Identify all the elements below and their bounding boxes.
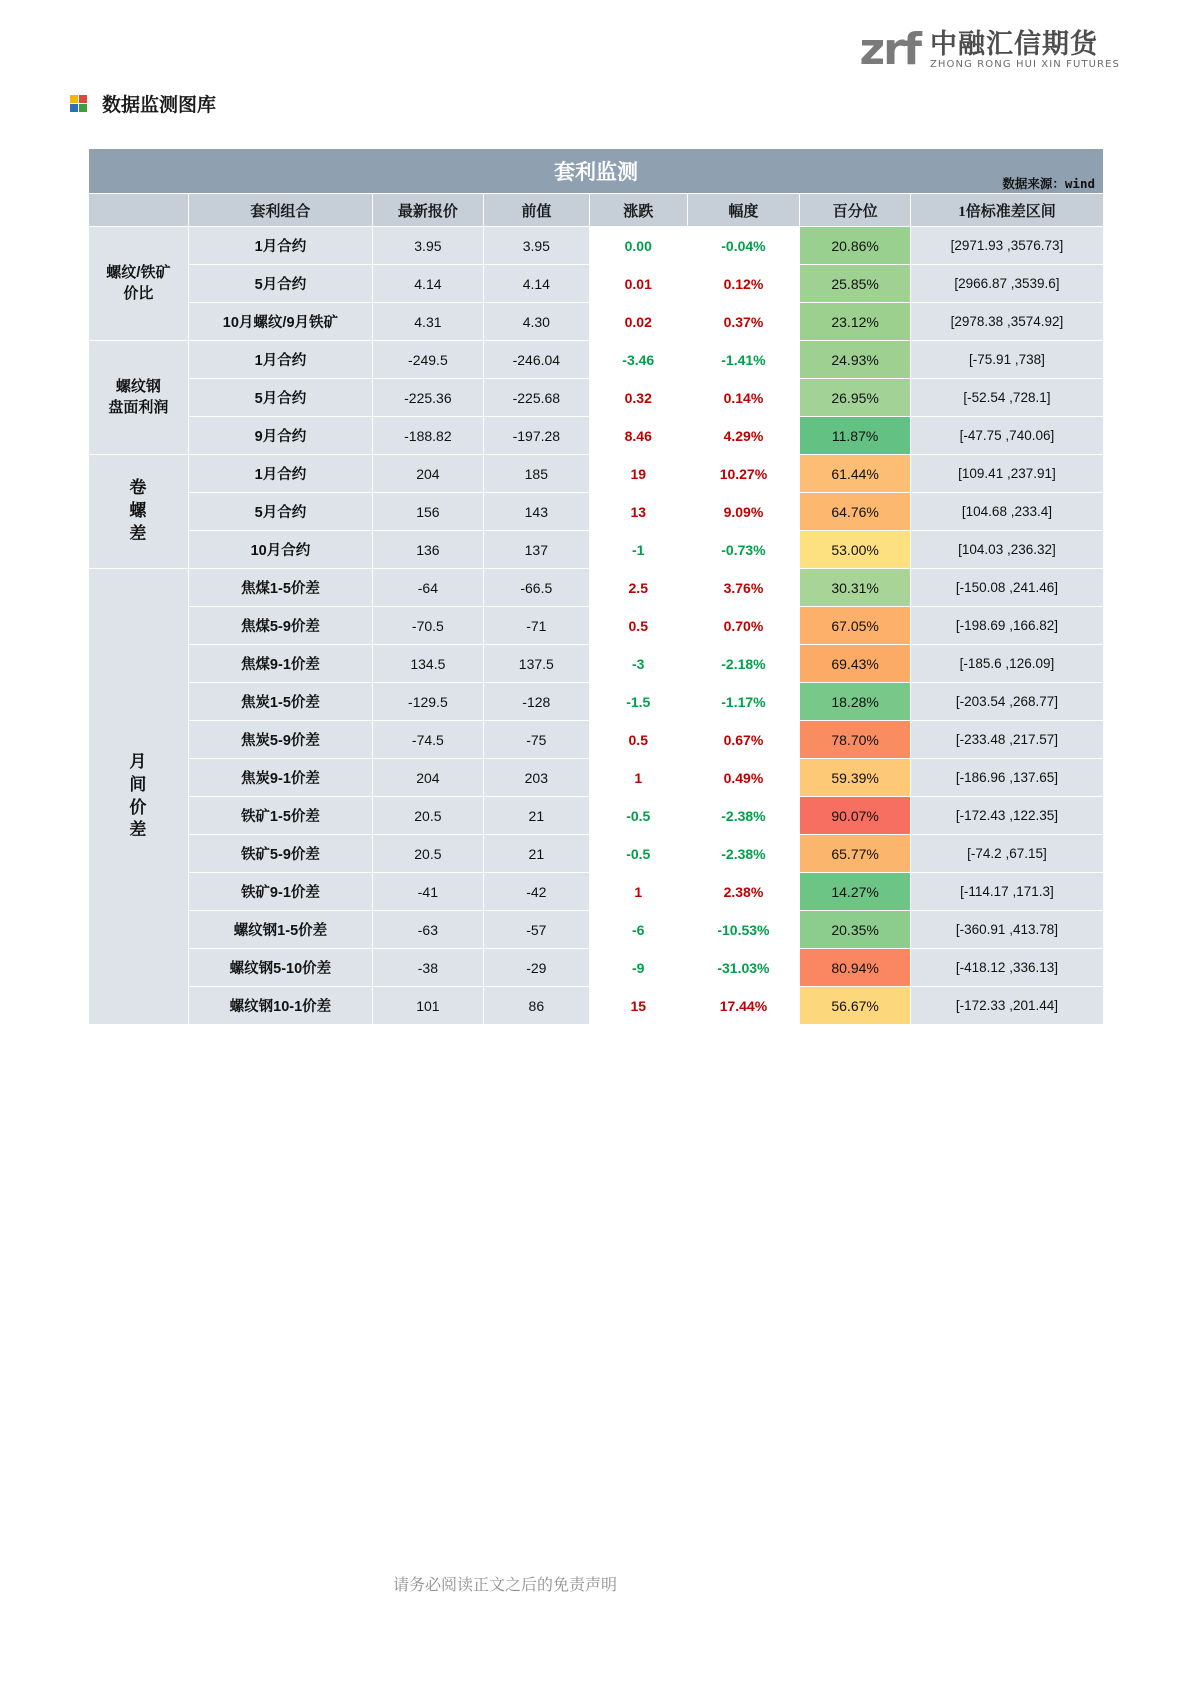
cell-amplitude: 4.29% [687,417,800,455]
cell-last-price: -70.5 [373,607,484,645]
table-row [89,569,1104,607]
table-row [89,607,1104,645]
column-header-group [89,194,189,227]
cell-amplitude: -31.03% [687,949,800,987]
cell-percentile: 26.95% [800,379,911,417]
cell-std-band: [-52.54 ,728.1] [910,379,1103,417]
row-group-label: 螺纹钢 盘面利润 [89,341,189,455]
cell-combo: 5月合约 [188,265,372,303]
arbitrage-monitor-table [88,148,1104,1025]
cell-percentile: 53.00% [800,531,911,569]
cell-last-price: 20.5 [373,835,484,873]
cell-combo: 焦炭9-1价差 [188,759,372,797]
cell-last-price: 204 [373,455,484,493]
cell-std-band: [109.41 ,237.91] [910,455,1103,493]
table-row [89,379,1104,417]
cell-prev-price: -197.28 [483,417,589,455]
cell-change: 0.02 [589,303,687,341]
cell-percentile: 25.85% [800,265,911,303]
page-title-row [70,90,216,117]
data-source-label: 数据来源：wind [1002,176,1095,191]
cell-percentile: 56.67% [800,987,911,1025]
table-row [89,759,1104,797]
cell-prev-price: 3.95 [483,227,589,265]
cell-change: 0.5 [589,721,687,759]
cell-std-band: [-360.91 ,413.78] [910,911,1103,949]
cell-prev-price: 21 [483,797,589,835]
cell-amplitude: -1.17% [687,683,800,721]
cell-percentile: 65.77% [800,835,911,873]
cell-amplitude: -0.73% [687,531,800,569]
cell-amplitude: 0.49% [687,759,800,797]
table-row [89,303,1104,341]
cell-std-band: [-233.48 ,217.57] [910,721,1103,759]
cell-amplitude: 9.09% [687,493,800,531]
cell-combo: 1月合约 [188,455,372,493]
cell-amplitude: 10.27% [687,455,800,493]
table-header-row [89,194,1104,227]
table-row [89,531,1104,569]
table-row [89,227,1104,265]
cell-combo: 焦煤1-5价差 [188,569,372,607]
cell-percentile: 59.39% [800,759,911,797]
table-row [89,835,1104,873]
cell-percentile: 61.44% [800,455,911,493]
table-row [89,265,1104,303]
table-banner [89,149,1104,194]
cell-change: -3 [589,645,687,683]
cell-amplitude: -1.41% [687,341,800,379]
cell-combo: 1月合约 [188,341,372,379]
table-row [89,797,1104,835]
cell-std-band: [-74.2 ,67.15] [910,835,1103,873]
cell-prev-price: -128 [483,683,589,721]
cell-amplitude: 0.14% [687,379,800,417]
cell-combo: 5月合约 [188,493,372,531]
cell-change: 0.01 [589,265,687,303]
cell-last-price: 4.31 [373,303,484,341]
cell-change: -3.46 [589,341,687,379]
cell-percentile: 18.28% [800,683,911,721]
cell-std-band: [-172.43 ,122.35] [910,797,1103,835]
cell-amplitude: 0.70% [687,607,800,645]
logo-company-en: ZHONG RONG HUI XIN FUTURES [929,58,1120,70]
column-header-amplitude: 幅度 [687,194,800,227]
cell-combo: 铁矿5-9价差 [188,835,372,873]
cell-amplitude: 0.12% [687,265,800,303]
cell-percentile: 64.76% [800,493,911,531]
table-row [89,987,1104,1025]
cell-percentile: 80.94% [800,949,911,987]
cell-last-price: 134.5 [373,645,484,683]
cell-prev-price: 21 [483,835,589,873]
cell-change: 2.5 [589,569,687,607]
cell-combo: 焦炭5-9价差 [188,721,372,759]
column-header-percentile: 百分位 [800,194,911,227]
table-row [89,341,1104,379]
cell-change: 1 [589,759,687,797]
cell-last-price: -129.5 [373,683,484,721]
cell-prev-price: 143 [483,493,589,531]
cell-prev-price: 4.30 [483,303,589,341]
cell-last-price: 136 [373,531,484,569]
column-header-prev: 前值 [483,194,589,227]
cell-std-band: [2971.93 ,3576.73] [910,227,1103,265]
cell-combo: 螺纹钢10-1价差 [188,987,372,1025]
cell-last-price: -188.82 [373,417,484,455]
column-header-change: 涨跌 [589,194,687,227]
cell-last-price: -41 [373,873,484,911]
cell-prev-price: 203 [483,759,589,797]
cell-prev-price: -29 [483,949,589,987]
cell-change: 0.5 [589,607,687,645]
cell-std-band: [104.68 ,233.4] [910,493,1103,531]
cell-last-price: 101 [373,987,484,1025]
cell-std-band: [2966.87 ,3539.6] [910,265,1103,303]
table-row [89,721,1104,759]
cell-percentile: 69.43% [800,645,911,683]
row-group-label: 卷 螺 差 [89,455,189,569]
cell-change: 15 [589,987,687,1025]
cell-prev-price: 137 [483,531,589,569]
cell-amplitude: 0.37% [687,303,800,341]
cell-last-price: 20.5 [373,797,484,835]
cell-change: -1 [589,531,687,569]
disclaimer-footer [0,1572,1190,1595]
cell-percentile: 67.05% [800,607,911,645]
cell-combo: 焦炭1-5价差 [188,683,372,721]
table-row [89,493,1104,531]
cell-change: -1.5 [589,683,687,721]
cell-amplitude: -2.38% [687,797,800,835]
cell-prev-price: 185 [483,455,589,493]
cell-last-price: -63 [373,911,484,949]
cell-std-band: [-185.6 ,126.09] [910,645,1103,683]
cell-prev-price: -42 [483,873,589,911]
logo-mark-text: zrf [859,24,920,75]
cell-std-band: [-47.75 ,740.06] [910,417,1103,455]
page-title: 数据监测图库 [102,95,217,116]
table-banner-title: 套利监测 [554,161,638,184]
cell-std-band: [-186.96 ,137.65] [910,759,1103,797]
cell-last-price: -74.5 [373,721,484,759]
cell-percentile: 30.31% [800,569,911,607]
logo-company-cn: 中融汇信期货 [929,28,1098,59]
cell-percentile: 11.87% [800,417,911,455]
column-header-stdband: 1倍标准差区间 [910,194,1103,227]
cell-combo: 1月合约 [188,227,372,265]
cell-combo: 10月合约 [188,531,372,569]
cell-prev-price: -246.04 [483,341,589,379]
cell-amplitude: -0.04% [687,227,800,265]
cell-percentile: 23.12% [800,303,911,341]
cell-percentile: 20.35% [800,911,911,949]
table-body [89,227,1104,1025]
table-row [89,645,1104,683]
row-group-label: 月 间 价 差 [89,569,189,1025]
cell-change: 0.32 [589,379,687,417]
cell-amplitude: 3.76% [687,569,800,607]
table-head [89,149,1104,227]
disclaimer-text: 请务必阅读正文之后的免责声明 [392,1577,617,1594]
logo-mark [859,24,920,75]
cell-combo: 焦煤5-9价差 [188,607,372,645]
table-row [89,873,1104,911]
cell-last-price: -249.5 [373,341,484,379]
cell-prev-price: 4.14 [483,265,589,303]
table-row [89,417,1104,455]
cell-change: 19 [589,455,687,493]
cell-change: -0.5 [589,835,687,873]
cell-percentile: 20.86% [800,227,911,265]
cell-change: -6 [589,911,687,949]
cell-change: -0.5 [589,797,687,835]
cell-combo: 10月螺纹/9月铁矿 [188,303,372,341]
cell-std-band: [-150.08 ,241.46] [910,569,1103,607]
cell-last-price: 204 [373,759,484,797]
cell-combo: 5月合约 [188,379,372,417]
cell-combo: 铁矿1-5价差 [188,797,372,835]
cell-std-band: [-172.33 ,201.44] [910,987,1103,1025]
cell-prev-price: -75 [483,721,589,759]
logo-name-block [930,30,1120,71]
cell-percentile: 78.70% [800,721,911,759]
cell-change: 8.46 [589,417,687,455]
cell-std-band: [-75.91 ,738] [910,341,1103,379]
cell-prev-price: -225.68 [483,379,589,417]
cell-std-band: [2978.38 ,3574.92] [910,303,1103,341]
cell-combo: 螺纹钢1-5价差 [188,911,372,949]
company-logo [859,24,1120,75]
cell-std-band: [-418.12 ,336.13] [910,949,1103,987]
cell-combo: 螺纹钢5-10价差 [188,949,372,987]
cell-percentile: 90.07% [800,797,911,835]
cell-prev-price: -57 [483,911,589,949]
bullet-marker-icon [70,95,88,113]
cell-change: -9 [589,949,687,987]
cell-std-band: [-114.17 ,171.3] [910,873,1103,911]
cell-prev-price: -66.5 [483,569,589,607]
cell-amplitude: -10.53% [687,911,800,949]
table-row [89,949,1104,987]
cell-last-price: -225.36 [373,379,484,417]
cell-amplitude: 0.67% [687,721,800,759]
cell-prev-price: 86 [483,987,589,1025]
cell-amplitude: -2.38% [687,835,800,873]
cell-combo: 焦煤9-1价差 [188,645,372,683]
cell-percentile: 14.27% [800,873,911,911]
cell-last-price: -64 [373,569,484,607]
cell-prev-price: 137.5 [483,645,589,683]
table-row [89,683,1104,721]
cell-combo: 铁矿9-1价差 [188,873,372,911]
cell-last-price: 156 [373,493,484,531]
arbitrage-table-wrap [88,148,1104,1025]
column-header-combo: 套利组合 [188,194,372,227]
table-row [89,455,1104,493]
cell-change: 13 [589,493,687,531]
cell-change: 0.00 [589,227,687,265]
table-row [89,911,1104,949]
cell-last-price: 3.95 [373,227,484,265]
cell-percentile: 24.93% [800,341,911,379]
cell-last-price: 4.14 [373,265,484,303]
cell-std-band: [-203.54 ,268.77] [910,683,1103,721]
cell-last-price: -38 [373,949,484,987]
cell-std-band: [-198.69 ,166.82] [910,607,1103,645]
cell-amplitude: -2.18% [687,645,800,683]
cell-amplitude: 17.44% [687,987,800,1025]
row-group-label: 螺纹/铁矿 价比 [89,227,189,341]
table-banner-row [89,149,1104,194]
cell-change: 1 [589,873,687,911]
cell-combo: 9月合约 [188,417,372,455]
cell-std-band: [104.03 ,236.32] [910,531,1103,569]
cell-amplitude: 2.38% [687,873,800,911]
cell-prev-price: -71 [483,607,589,645]
column-header-last: 最新报价 [373,194,484,227]
